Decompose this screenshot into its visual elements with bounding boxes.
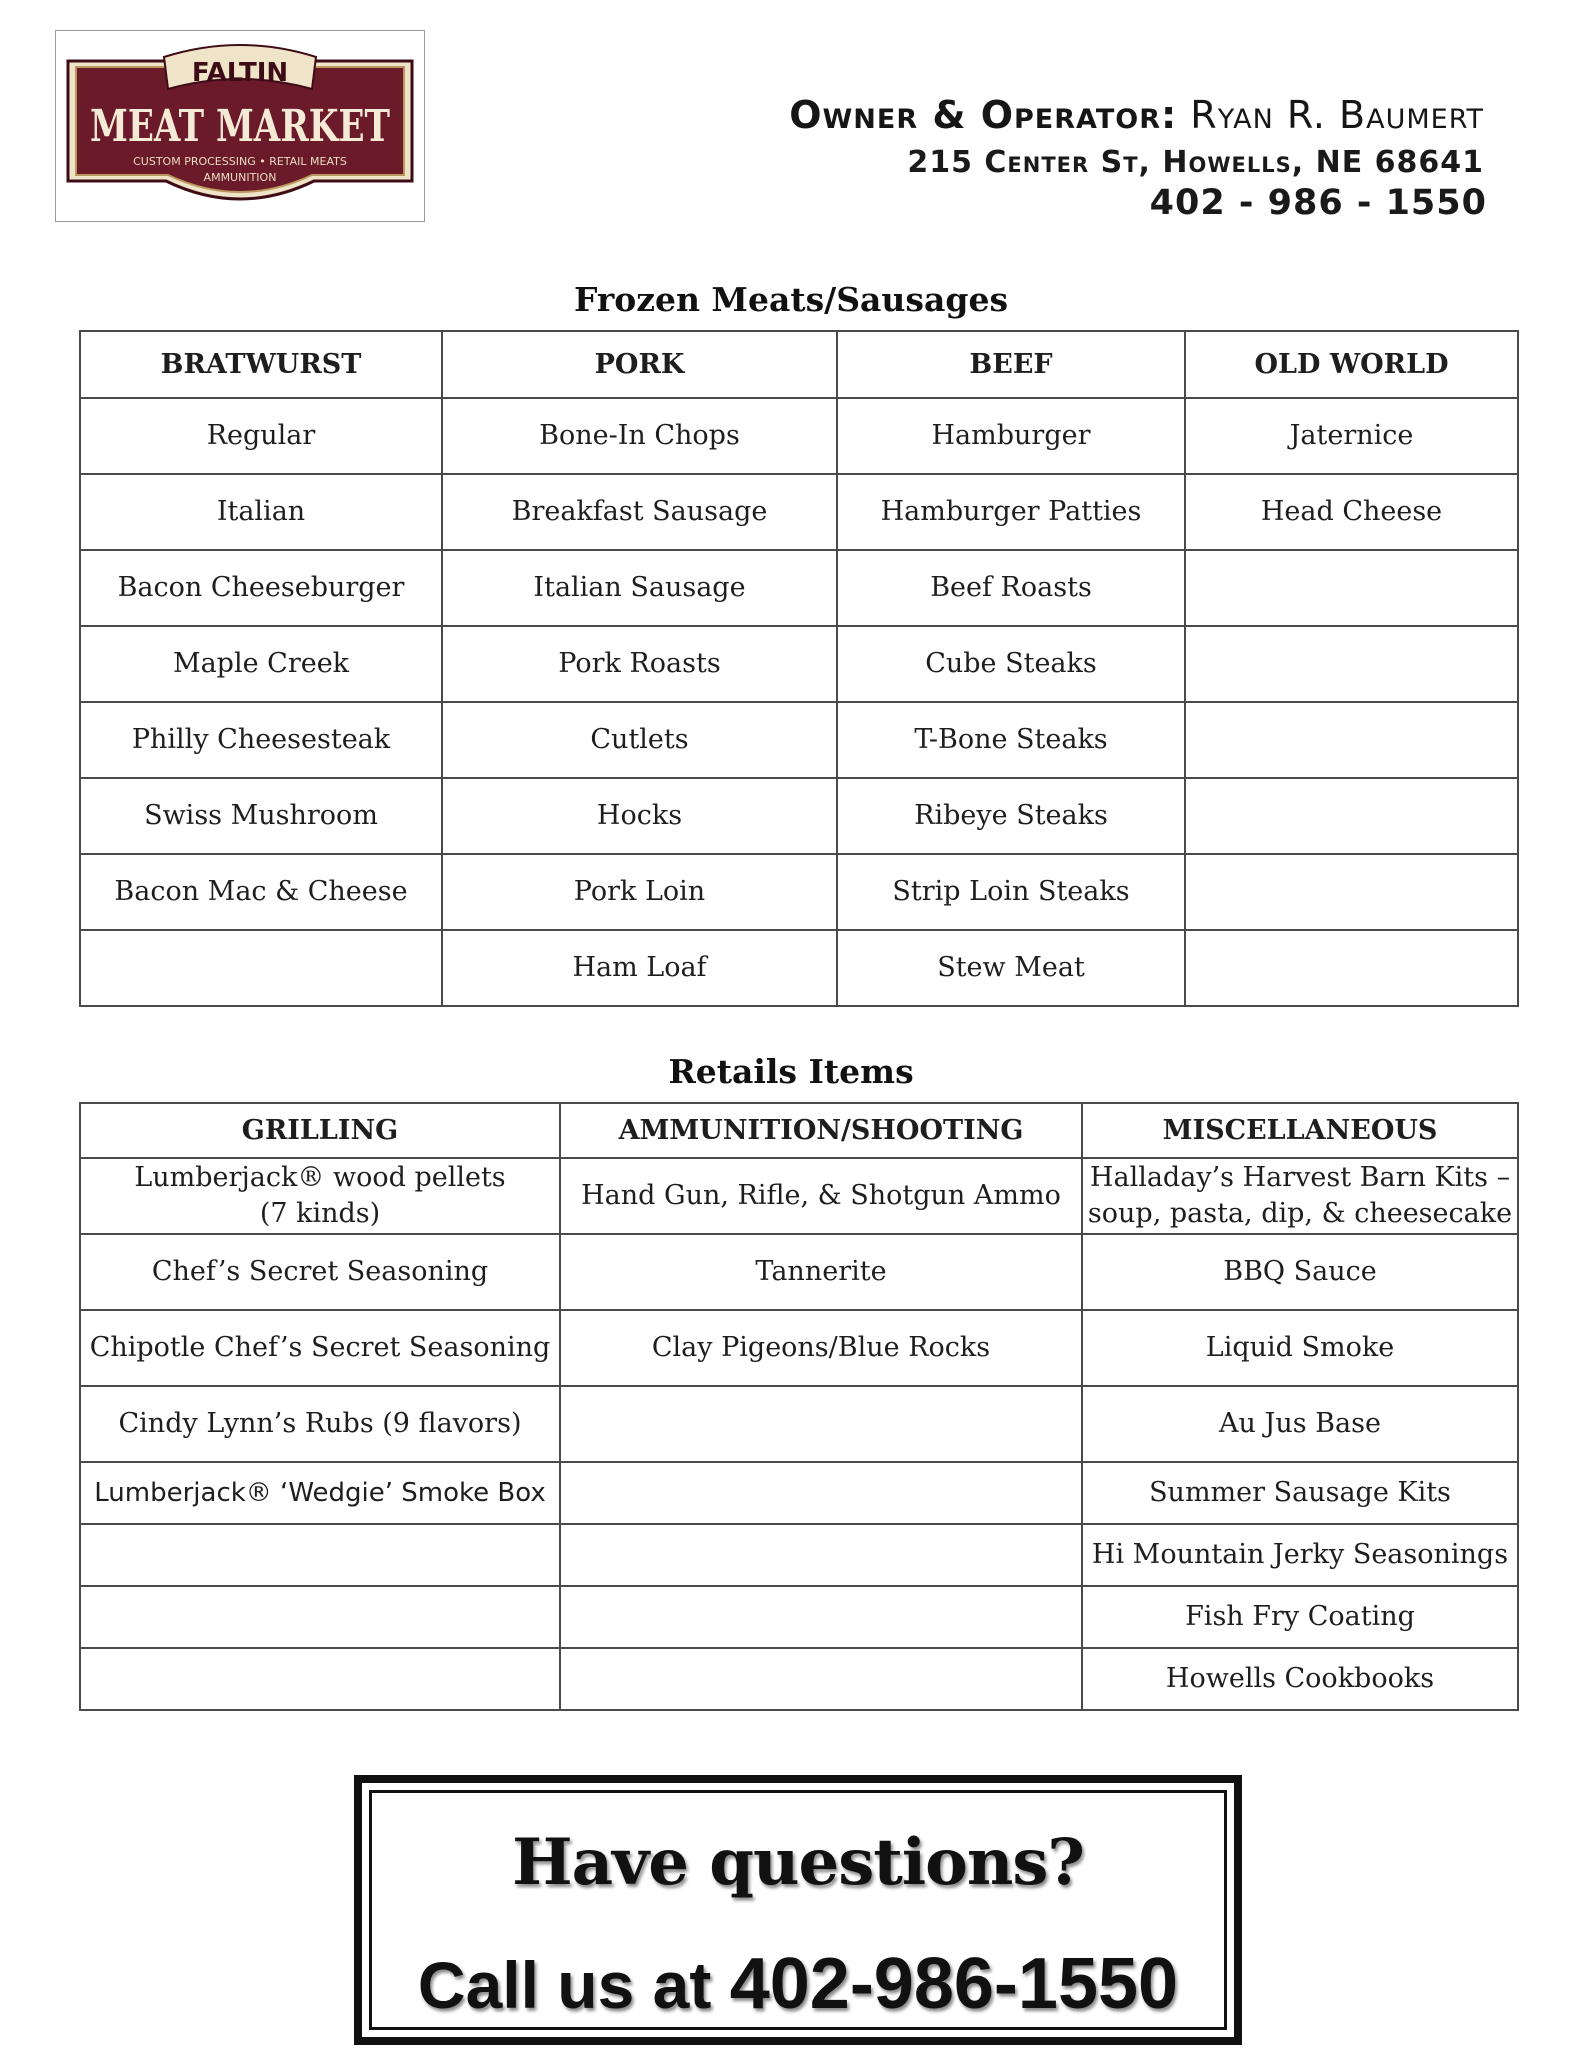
table-cell: Au Jus Base bbox=[1082, 1386, 1518, 1462]
table-cell: Italian Sausage bbox=[442, 550, 837, 626]
table-cell: Cube Steaks bbox=[837, 626, 1185, 702]
table-row bbox=[80, 1158, 1518, 1234]
table-cell: Philly Cheesesteak bbox=[80, 702, 442, 778]
table-row bbox=[80, 1524, 1518, 1586]
column-header: BEEF bbox=[837, 331, 1185, 398]
table-row bbox=[80, 930, 1518, 1006]
table-row bbox=[80, 1462, 1518, 1524]
table-cell: BBQ Sauce bbox=[1082, 1234, 1518, 1310]
table-cell bbox=[1185, 626, 1518, 702]
frozen-section-title: Frozen Meats/Sausages bbox=[573, 280, 1009, 319]
table-cell: Beef Roasts bbox=[837, 550, 1185, 626]
table-row bbox=[80, 854, 1518, 930]
table-row bbox=[80, 1648, 1518, 1710]
table-cell: Bacon Mac & Cheese bbox=[80, 854, 442, 930]
table-cell bbox=[1185, 702, 1518, 778]
table-cell: Regular bbox=[80, 398, 442, 474]
table-cell bbox=[80, 1524, 560, 1586]
table-cell bbox=[80, 1648, 560, 1710]
address: 215 Center St, Howells, NE 68641 bbox=[907, 145, 1484, 180]
table-cell: Bacon Cheeseburger bbox=[80, 550, 442, 626]
table-cell: Hamburger bbox=[837, 398, 1185, 474]
table-cell bbox=[80, 930, 442, 1006]
owner-name: Ryan R. Baumert bbox=[1190, 93, 1484, 137]
table-cell: Lumberjack® wood pellets (7 kinds) bbox=[80, 1158, 560, 1234]
table-cell: Swiss Mushroom bbox=[80, 778, 442, 854]
table-cell: Head Cheese bbox=[1185, 474, 1518, 550]
table-cell: Ham Loaf bbox=[442, 930, 837, 1006]
table-cell: Pork Loin bbox=[442, 854, 837, 930]
retail-items-table bbox=[79, 1102, 1519, 1711]
table-cell: Stew Meat bbox=[837, 930, 1185, 1006]
table-cell: Summer Sausage Kits bbox=[1082, 1462, 1518, 1524]
table-cell bbox=[1185, 778, 1518, 854]
table-cell: Fish Fry Coating bbox=[1082, 1586, 1518, 1648]
table-row bbox=[80, 778, 1518, 854]
cta-phone-number: 402-986-1550 bbox=[729, 1944, 1179, 2024]
owner-line bbox=[789, 93, 1484, 137]
cta-question: Have questions? bbox=[512, 1825, 1084, 1900]
table-cell bbox=[1185, 854, 1518, 930]
table-cell: Cindy Lynn’s Rubs (9 flavors) bbox=[80, 1386, 560, 1462]
table-cell: Clay Pigeons/Blue Rocks bbox=[560, 1310, 1082, 1386]
table-cell: Lumberjack® ‘Wedgie’ Smoke Box bbox=[80, 1462, 560, 1524]
table-header-row bbox=[80, 1103, 1518, 1158]
logo-main-word: MEAT MARKET bbox=[90, 101, 391, 152]
phone-number: 402 - 986 - 1550 bbox=[1149, 183, 1487, 223]
logo bbox=[55, 30, 425, 222]
table-row bbox=[80, 474, 1518, 550]
table-cell: Hi Mountain Jerky Seasonings bbox=[1082, 1524, 1518, 1586]
table-cell bbox=[560, 1462, 1082, 1524]
column-header: MISCELLANEOUS bbox=[1082, 1103, 1518, 1158]
table-cell bbox=[80, 1586, 560, 1648]
table-cell bbox=[1185, 550, 1518, 626]
column-header: GRILLING bbox=[80, 1103, 560, 1158]
table-cell: Howells Cookbooks bbox=[1082, 1648, 1518, 1710]
cta-call-line bbox=[372, 1943, 1224, 2025]
table-cell: Hand Gun, Rifle, & Shotgun Ammo bbox=[560, 1158, 1082, 1234]
table-cell bbox=[560, 1586, 1082, 1648]
table-row bbox=[80, 550, 1518, 626]
logo-tagline-1: CUSTOM PROCESSING • RETAIL MEATS bbox=[133, 155, 347, 168]
table-cell: Breakfast Sausage bbox=[442, 474, 837, 550]
table-row bbox=[80, 1586, 1518, 1648]
contact-box-inner-border bbox=[369, 1790, 1227, 2030]
table-cell: Liquid Smoke bbox=[1082, 1310, 1518, 1386]
table-cell: Bone-In Chops bbox=[442, 398, 837, 474]
table-cell: Chef’s Secret Seasoning bbox=[80, 1234, 560, 1310]
frozen-meats-table bbox=[79, 330, 1519, 1007]
table-header-row bbox=[80, 331, 1518, 398]
table-cell bbox=[560, 1524, 1082, 1586]
logo-top-word: FALTIN bbox=[191, 58, 289, 88]
table-cell: Ribeye Steaks bbox=[837, 778, 1185, 854]
table-cell: Strip Loin Steaks bbox=[837, 854, 1185, 930]
table-cell bbox=[1185, 930, 1518, 1006]
table-cell: Chipotle Chef’s Secret Seasoning bbox=[80, 1310, 560, 1386]
table-cell: Cutlets bbox=[442, 702, 837, 778]
table-cell: Jaternice bbox=[1185, 398, 1518, 474]
table-cell: Halladay’s Harvest Barn Kits – soup, pasta, dip, & cheesecake bbox=[1082, 1158, 1518, 1234]
table-cell: Hocks bbox=[442, 778, 837, 854]
table-row bbox=[80, 1310, 1518, 1386]
column-header: OLD WORLD bbox=[1185, 331, 1518, 398]
table-row bbox=[80, 1386, 1518, 1462]
table-cell: Italian bbox=[80, 474, 442, 550]
retail-section-title: Retails Items bbox=[668, 1052, 914, 1091]
logo-tagline-2: AMMUNITION bbox=[203, 171, 277, 184]
owner-label: Owner & Operator: bbox=[789, 93, 1178, 137]
table-cell bbox=[560, 1386, 1082, 1462]
table-cell: Pork Roasts bbox=[442, 626, 837, 702]
column-header: BRATWURST bbox=[80, 331, 442, 398]
cta-call-prefix: Call us at bbox=[417, 1948, 730, 2022]
table-row bbox=[80, 626, 1518, 702]
table-cell: Hamburger Patties bbox=[837, 474, 1185, 550]
table-row bbox=[80, 398, 1518, 474]
column-header: PORK bbox=[442, 331, 837, 398]
contact-box bbox=[354, 1775, 1242, 2045]
column-header: AMMUNITION/SHOOTING bbox=[560, 1103, 1082, 1158]
table-cell: Maple Creek bbox=[80, 626, 442, 702]
table-cell bbox=[560, 1648, 1082, 1710]
table-row bbox=[80, 1234, 1518, 1310]
table-row bbox=[80, 702, 1518, 778]
table-cell: Tannerite bbox=[560, 1234, 1082, 1310]
table-cell: T-Bone Steaks bbox=[837, 702, 1185, 778]
meat-market-logo bbox=[56, 31, 424, 221]
